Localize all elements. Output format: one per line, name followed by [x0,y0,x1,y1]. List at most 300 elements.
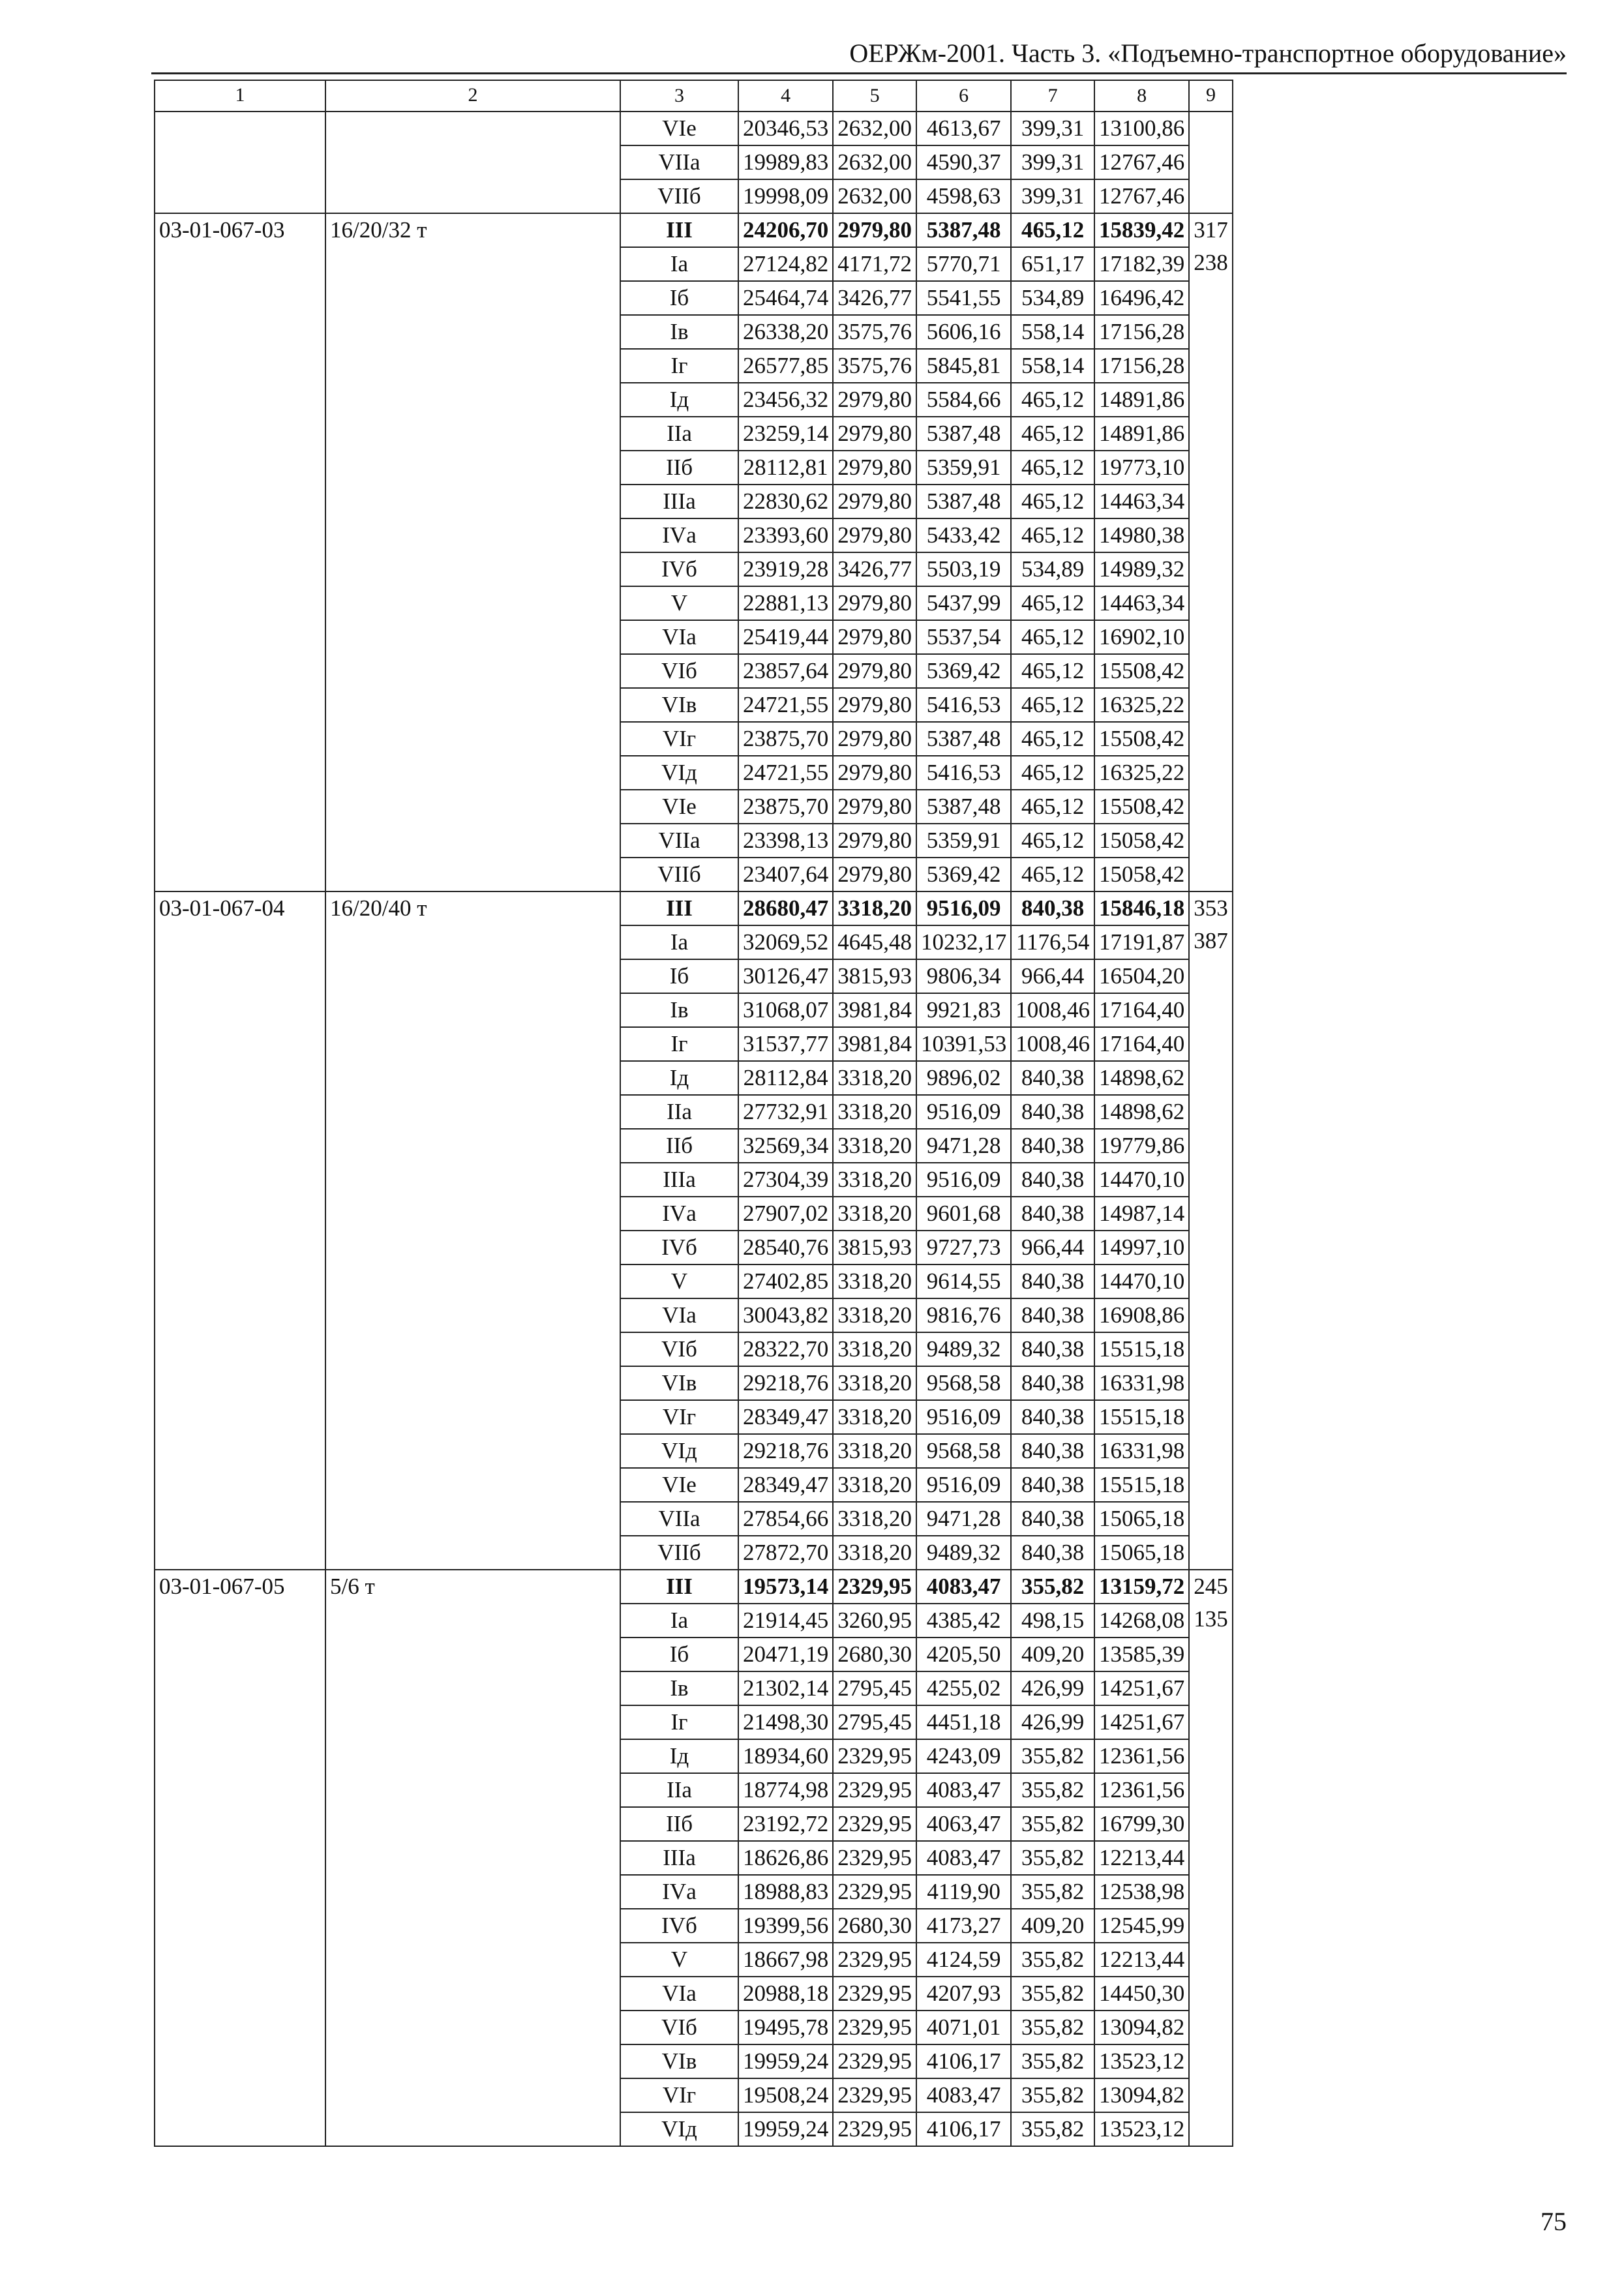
value-cell: 16331,98 [1094,1434,1189,1468]
value-cell: 2329,95 [833,1570,916,1604]
zone-cell: VIг [620,722,738,756]
value-cell: 14891,86 [1094,417,1189,451]
zone-cell: VIг [620,2078,738,2112]
value-cell: 15058,42 [1094,824,1189,858]
value-cell: 23398,13 [738,824,833,858]
value-cell: 19399,56 [738,1909,833,1943]
value-cell: 2329,95 [833,1773,916,1807]
value-cell: 2329,95 [833,2044,916,2078]
zone-cell: VIд [620,1434,738,1468]
value-cell: 16908,86 [1094,1298,1189,1332]
value-cell: 17156,28 [1094,315,1189,349]
value-cell: 4255,02 [916,1671,1011,1705]
value-cell: 399,31 [1011,145,1094,179]
value-cell: 4106,17 [916,2112,1011,2146]
value-cell: 2979,80 [833,858,916,891]
value-cell: 5537,54 [916,620,1011,654]
value-cell: 14997,10 [1094,1231,1189,1264]
value-cell: 26338,20 [738,315,833,349]
zone-cell: VIв [620,2044,738,2078]
value-cell: 14891,86 [1094,383,1189,417]
value-cell: 465,12 [1011,451,1094,485]
value-cell: 9601,68 [916,1197,1011,1231]
value-cell: 558,14 [1011,315,1094,349]
value-cell: 2329,95 [833,2011,916,2044]
value-cell: 2632,00 [833,179,916,213]
value-cell: 27402,85 [738,1264,833,1298]
value-cell: 3260,95 [833,1604,916,1638]
value-cell: 4171,72 [833,247,916,281]
value-cell: 5416,53 [916,688,1011,722]
value-cell: 1008,46 [1011,993,1094,1027]
value-cell: 5359,91 [916,824,1011,858]
value-cell: 2329,95 [833,1943,916,1977]
zone-cell: III [620,213,738,247]
value-cell: 4207,93 [916,1977,1011,2011]
zone-cell: IIб [620,1807,738,1841]
value-cell: 2979,80 [833,518,916,552]
zone-cell: V [620,1943,738,1977]
column-number-cell: 1 [155,80,325,112]
zone-cell: Iб [620,1638,738,1671]
value-cell: 465,12 [1011,654,1094,688]
zone-cell: VIд [620,756,738,790]
zone-cell: VIIа [620,824,738,858]
column-number-cell: 8 [1094,80,1189,112]
value-cell: 31068,07 [738,993,833,1027]
zone-cell: Iг [620,1705,738,1739]
value-cell: 22830,62 [738,485,833,518]
value-cell: 12213,44 [1094,1943,1189,1977]
value-cell: 16799,30 [1094,1807,1189,1841]
value-cell: 15508,42 [1094,654,1189,688]
value-cell: 23919,28 [738,552,833,586]
value-cell: 18774,98 [738,1773,833,1807]
column-9-value: 317 [1194,217,1228,243]
rate-code-cell: 03-01-067-03 [155,213,325,891]
value-cell: 3318,20 [833,1061,916,1095]
value-cell: 5606,16 [916,315,1011,349]
value-cell: 21914,45 [738,1604,833,1638]
value-cell: 3318,20 [833,1366,916,1400]
zone-cell: VIа [620,1298,738,1332]
value-cell: 14987,14 [1094,1197,1189,1231]
equipment-name-cell: 16/20/40 т [325,891,620,1570]
value-cell: 840,38 [1011,1197,1094,1231]
value-cell: 22881,13 [738,586,833,620]
value-cell: 3318,20 [833,1536,916,1570]
value-cell: 3426,77 [833,281,916,315]
value-cell: 9516,09 [916,1468,1011,1502]
zone-cell: VIIб [620,179,738,213]
zone-cell: IVб [620,1909,738,1943]
value-cell: 19989,83 [738,145,833,179]
value-cell: 19773,10 [1094,451,1189,485]
rates-table-body [155,80,1233,2146]
value-cell: 16325,22 [1094,688,1189,722]
value-cell: 3318,20 [833,1298,916,1332]
value-cell: 2979,80 [833,688,916,722]
equipment-name-cell [325,112,620,213]
value-cell: 4063,47 [916,1807,1011,1841]
value-cell: 2979,80 [833,790,916,824]
value-cell: 355,82 [1011,2078,1094,2112]
zone-cell: VIIб [620,1536,738,1570]
value-cell: 465,12 [1011,824,1094,858]
zone-cell: IVб [620,1231,738,1264]
zone-cell: VIIа [620,1502,738,1536]
value-cell: 12538,98 [1094,1875,1189,1909]
value-cell: 9806,34 [916,959,1011,993]
value-cell: 28112,84 [738,1061,833,1095]
column-9-cell [1189,1570,1233,2146]
value-cell: 465,12 [1011,756,1094,790]
zone-cell: VIв [620,688,738,722]
column-number-cell: 7 [1011,80,1094,112]
value-cell: 9489,32 [916,1536,1011,1570]
value-cell: 9816,76 [916,1298,1011,1332]
value-cell: 4451,18 [916,1705,1011,1739]
value-cell: 840,38 [1011,1163,1094,1197]
value-cell: 9516,09 [916,891,1011,925]
value-cell: 399,31 [1011,179,1094,213]
value-cell: 13100,86 [1094,112,1189,145]
value-cell: 14251,67 [1094,1705,1189,1739]
zone-cell: Iа [620,1604,738,1638]
value-cell: 5359,91 [916,451,1011,485]
value-cell: 465,12 [1011,485,1094,518]
value-cell: 465,12 [1011,722,1094,756]
value-cell: 3815,93 [833,959,916,993]
zone-cell: VIе [620,1468,738,1502]
value-cell: 2979,80 [833,654,916,688]
value-cell: 2979,80 [833,756,916,790]
value-cell: 2329,95 [833,1807,916,1841]
value-cell: 19508,24 [738,2078,833,2112]
value-cell: 12361,56 [1094,1739,1189,1773]
value-cell: 3318,20 [833,891,916,925]
value-cell: 2979,80 [833,824,916,858]
value-cell: 17156,28 [1094,349,1189,383]
running-header: ОЕРЖм-2001. Часть 3. «Подъемно-транспортное оборудование» [849,38,1567,68]
value-cell: 840,38 [1011,1095,1094,1129]
value-cell: 4205,50 [916,1638,1011,1671]
zone-cell: VIIб [620,858,738,891]
value-cell: 9516,09 [916,1163,1011,1197]
value-cell: 4590,37 [916,145,1011,179]
value-cell: 26577,85 [738,349,833,383]
value-cell: 2979,80 [833,620,916,654]
value-cell: 4119,90 [916,1875,1011,1909]
value-cell: 14898,62 [1094,1061,1189,1095]
value-cell: 9727,73 [916,1231,1011,1264]
value-cell: 2680,30 [833,1909,916,1943]
column-number-cell: 6 [916,80,1011,112]
value-cell: 5541,55 [916,281,1011,315]
value-cell: 840,38 [1011,1061,1094,1095]
zone-cell: VIа [620,620,738,654]
zone-cell: IIа [620,1095,738,1129]
value-cell: 5387,48 [916,722,1011,756]
value-cell: 28322,70 [738,1332,833,1366]
value-cell: 13094,82 [1094,2011,1189,2044]
value-cell: 10391,53 [916,1027,1011,1061]
value-cell: 16504,20 [1094,959,1189,993]
value-cell: 30126,47 [738,959,833,993]
value-cell: 3318,20 [833,1502,916,1536]
value-cell: 9471,28 [916,1502,1011,1536]
value-cell: 27907,02 [738,1197,833,1231]
value-cell: 14251,67 [1094,1671,1189,1705]
value-cell: 966,44 [1011,959,1094,993]
value-cell: 3575,76 [833,349,916,383]
value-cell: 14470,10 [1094,1163,1189,1197]
zone-cell: VIг [620,1400,738,1434]
value-cell: 19959,24 [738,2112,833,2146]
column-number-cell: 9 [1189,80,1233,112]
value-cell: 20471,19 [738,1638,833,1671]
value-cell: 12767,46 [1094,179,1189,213]
value-cell: 3318,20 [833,1400,916,1434]
value-cell: 9568,58 [916,1366,1011,1400]
zone-cell: Iа [620,247,738,281]
zone-cell: IIIа [620,1163,738,1197]
header-rule [151,72,1567,74]
zone-cell: VIа [620,1977,738,2011]
value-cell: 15515,18 [1094,1468,1189,1502]
page-number: 75 [1541,2207,1567,2236]
value-cell: 5387,48 [916,417,1011,451]
value-cell: 534,89 [1011,552,1094,586]
value-cell: 14980,38 [1094,518,1189,552]
rates-table [154,80,1233,2147]
value-cell: 2329,95 [833,2078,916,2112]
value-cell: 4173,27 [916,1909,1011,1943]
value-cell: 15065,18 [1094,1502,1189,1536]
value-cell: 355,82 [1011,1875,1094,1909]
equipment-name-cell: 5/6 т [325,1570,620,2146]
value-cell: 23857,64 [738,654,833,688]
value-cell: 4613,67 [916,112,1011,145]
zone-cell: IIа [620,417,738,451]
value-cell: 14463,34 [1094,586,1189,620]
value-cell: 27304,39 [738,1163,833,1197]
zone-cell: V [620,586,738,620]
value-cell: 9489,32 [916,1332,1011,1366]
value-cell: 23259,14 [738,417,833,451]
value-cell: 5503,19 [916,552,1011,586]
zone-cell: VIб [620,1332,738,1366]
value-cell: 15508,42 [1094,790,1189,824]
value-cell: 31537,77 [738,1027,833,1061]
value-cell: 2979,80 [833,383,916,417]
value-cell: 14268,08 [1094,1604,1189,1638]
value-cell: 18667,98 [738,1943,833,1977]
value-cell: 558,14 [1011,349,1094,383]
value-cell: 4083,47 [916,2078,1011,2112]
column-number-cell: 5 [833,80,916,112]
column-9-value: 387 [1194,928,1228,953]
value-cell: 27124,82 [738,247,833,281]
value-cell: 1008,46 [1011,1027,1094,1061]
value-cell: 3318,20 [833,1434,916,1468]
value-cell: 9516,09 [916,1095,1011,1129]
value-cell: 14470,10 [1094,1264,1189,1298]
value-cell: 29218,76 [738,1434,833,1468]
value-cell: 465,12 [1011,518,1094,552]
value-cell: 840,38 [1011,891,1094,925]
value-cell: 18626,86 [738,1841,833,1875]
value-cell: 3981,84 [833,993,916,1027]
value-cell: 12361,56 [1094,1773,1189,1807]
rate-code-cell [155,112,325,213]
zone-cell: IVб [620,552,738,586]
value-cell: 3318,20 [833,1468,916,1502]
value-cell: 19573,14 [738,1570,833,1604]
rate-code-cell: 03-01-067-04 [155,891,325,1570]
value-cell: 355,82 [1011,1807,1094,1841]
value-cell: 24721,55 [738,756,833,790]
value-cell: 9921,83 [916,993,1011,1027]
value-cell: 355,82 [1011,1773,1094,1807]
value-cell: 23393,60 [738,518,833,552]
value-cell: 5770,71 [916,247,1011,281]
value-cell: 15846,18 [1094,891,1189,925]
value-cell: 2979,80 [833,722,916,756]
value-cell: 25419,44 [738,620,833,654]
zone-cell: III [620,1570,738,1604]
value-cell: 2680,30 [833,1638,916,1671]
value-cell: 16902,10 [1094,620,1189,654]
zone-cell: VIе [620,790,738,824]
value-cell: 24721,55 [738,688,833,722]
value-cell: 840,38 [1011,1434,1094,1468]
value-cell: 355,82 [1011,1570,1094,1604]
value-cell: 23456,32 [738,383,833,417]
value-cell: 28112,81 [738,451,833,485]
zone-cell: VIб [620,654,738,688]
equipment-name-cell: 16/20/32 т [325,213,620,891]
value-cell: 19998,09 [738,179,833,213]
value-cell: 2329,95 [833,1977,916,2011]
value-cell: 17191,87 [1094,925,1189,959]
zone-cell: IIIа [620,485,738,518]
value-cell: 14463,34 [1094,485,1189,518]
value-cell: 19779,86 [1094,1129,1189,1163]
value-cell: 18988,83 [738,1875,833,1909]
table-row [155,213,1233,247]
column-9-value: 135 [1194,1606,1228,1632]
value-cell: 20346,53 [738,112,833,145]
value-cell: 16496,42 [1094,281,1189,315]
value-cell: 17164,40 [1094,1027,1189,1061]
zone-cell: Iд [620,383,738,417]
table-row [155,1570,1233,1604]
value-cell: 355,82 [1011,1739,1094,1773]
value-cell: 840,38 [1011,1264,1094,1298]
value-cell: 16331,98 [1094,1366,1189,1400]
value-cell: 1176,54 [1011,925,1094,959]
value-cell: 2795,45 [833,1705,916,1739]
value-cell: 9516,09 [916,1400,1011,1434]
value-cell: 5433,42 [916,518,1011,552]
value-cell: 5369,42 [916,858,1011,891]
value-cell: 20988,18 [738,1977,833,2011]
value-cell: 15515,18 [1094,1400,1189,1434]
value-cell: 13585,39 [1094,1638,1189,1671]
zone-cell: Iд [620,1061,738,1095]
zone-cell: IVа [620,1875,738,1909]
zone-cell: VIв [620,1366,738,1400]
value-cell: 3426,77 [833,552,916,586]
value-cell: 840,38 [1011,1468,1094,1502]
value-cell: 355,82 [1011,2011,1094,2044]
zone-cell: IIа [620,1773,738,1807]
value-cell: 15065,18 [1094,1536,1189,1570]
value-cell: 3981,84 [833,1027,916,1061]
value-cell: 30043,82 [738,1298,833,1332]
value-cell: 355,82 [1011,1841,1094,1875]
value-cell: 9614,55 [916,1264,1011,1298]
value-cell: 465,12 [1011,586,1094,620]
value-cell: 3318,20 [833,1332,916,1366]
value-cell: 10232,17 [916,925,1011,959]
zone-cell: Iв [620,993,738,1027]
value-cell: 17164,40 [1094,993,1189,1027]
value-cell: 23875,70 [738,790,833,824]
value-cell: 355,82 [1011,2112,1094,2146]
value-cell: 14450,30 [1094,1977,1189,2011]
rate-code-cell: 03-01-067-05 [155,1570,325,2146]
zone-cell: Iв [620,1671,738,1705]
value-cell: 498,15 [1011,1604,1094,1638]
value-cell: 13094,82 [1094,2078,1189,2112]
value-cell: 840,38 [1011,1536,1094,1570]
zone-cell: VIд [620,2112,738,2146]
zone-cell: Iг [620,1027,738,1061]
value-cell: 3815,93 [833,1231,916,1264]
value-cell: 4385,42 [916,1604,1011,1638]
value-cell: 2329,95 [833,1841,916,1875]
value-cell: 5387,48 [916,790,1011,824]
table-row [155,891,1233,925]
value-cell: 4106,17 [916,2044,1011,2078]
value-cell: 4124,59 [916,1943,1011,1977]
value-cell: 15839,42 [1094,213,1189,247]
column-number-cell: 4 [738,80,833,112]
value-cell: 24206,70 [738,213,833,247]
value-cell: 465,12 [1011,790,1094,824]
value-cell: 27854,66 [738,1502,833,1536]
value-cell: 16325,22 [1094,756,1189,790]
column-number-cell: 2 [325,80,620,112]
value-cell: 2979,80 [833,586,916,620]
zone-cell: III [620,891,738,925]
value-cell: 465,12 [1011,620,1094,654]
zone-cell: Iв [620,315,738,349]
zone-cell: IIб [620,451,738,485]
zone-cell: V [620,1264,738,1298]
value-cell: 32569,34 [738,1129,833,1163]
value-cell: 2979,80 [833,451,916,485]
value-cell: 27732,91 [738,1095,833,1129]
value-cell: 5387,48 [916,485,1011,518]
value-cell: 355,82 [1011,2044,1094,2078]
value-cell: 426,99 [1011,1705,1094,1739]
value-cell: 4083,47 [916,1773,1011,1807]
value-cell: 465,12 [1011,213,1094,247]
value-cell: 28349,47 [738,1468,833,1502]
